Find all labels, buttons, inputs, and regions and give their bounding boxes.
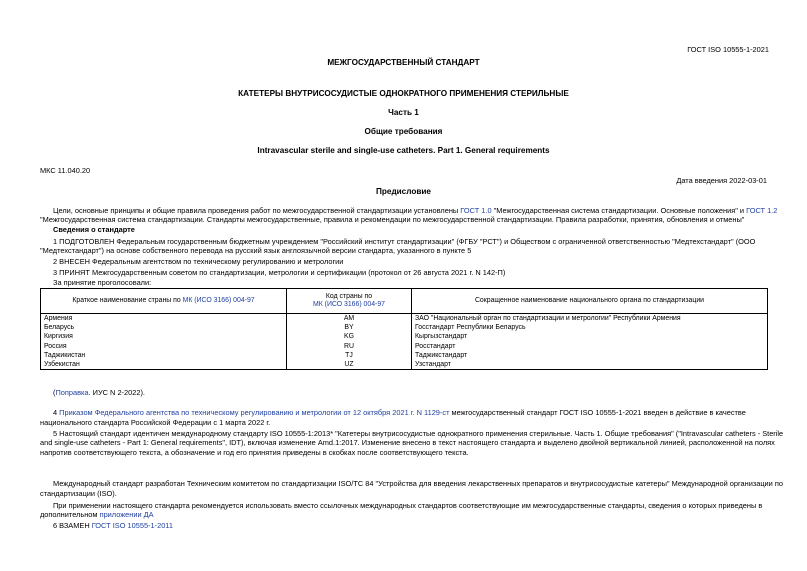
- table-row: Киргизия KG Кыргызстандарт: [41, 332, 768, 341]
- item-4-line1: 4 Приказом Федерального агентства по техническому регулированию и метрологии от 12 октября 2021 г. N 1129-ст межгосударственный стандарт ГОСТ ISO 10555-1-2021 введен в действие в качестве: [53, 408, 746, 417]
- table-row: Беларусь BY Госстандарт Республики Беларусь: [41, 323, 768, 332]
- amendment-note: (Поправка. ИУС N 2-2022).: [53, 388, 145, 397]
- appendix-da-link[interactable]: приложении ДА: [99, 510, 154, 519]
- item-5-line3: напротив соответствующего текста, а обозначение и год его принятия приведены в скобках после соответствующего текста.: [40, 448, 469, 457]
- item-4-line2: национального стандарта Российской Федерации с 1 марта 2022 г.: [40, 418, 271, 427]
- refs-line1: При применении настоящего стандарта рекомендуется использовать вместо ссылочных международных стандартов соответствующие им межгосударственные стандарты, сведения о которых приведены в: [53, 501, 763, 510]
- item-2: 2 ВНЕСЕН Федеральным агентством по техническому регулированию и метрологии: [53, 257, 344, 266]
- tc-line2: стандартизации (ISO).: [40, 489, 117, 498]
- item-6: 6 ВЗАМЕН ГОСТ ISO 10555-1-2011: [53, 521, 173, 530]
- gost-1-2-link[interactable]: ГОСТ 1.2: [746, 206, 778, 215]
- order-link[interactable]: Приказом Федерального агентства по техническому регулированию и метрологии от 12 октября 2021 г. N 1129-ст: [59, 408, 450, 417]
- standard-type: МЕЖГОСУДАРСТВЕННЫЙ СТАНДАРТ: [327, 58, 480, 67]
- info-heading: Сведения о стандарте: [53, 225, 135, 234]
- table-row: Россия RU Росстандарт: [41, 342, 768, 351]
- mks-code: МКС 11.040.20: [40, 166, 91, 175]
- goals-line2: "Межгосударственная система стандартизации. Стандарты межгосударственные, правила и рекомендации по межгосударственной стандартизации. Правила разработки, принятия, обновления и отмены": [40, 215, 745, 224]
- amendment-link[interactable]: Поправка: [55, 388, 89, 397]
- document-part: Часть 1: [388, 108, 419, 117]
- preface-heading: Предисловие: [376, 187, 431, 196]
- voted-label: За принятие проголосовали:: [53, 278, 152, 287]
- item-1-line1: 1 ПОДГОТОВЛЕН Федеральным государственным бюджетным учреждением "Российский институт стандартизации" (ФГБУ "РСТ") и Обществом с ограниченной ответственностью "Медтехстандарт" (ООО: [53, 237, 756, 246]
- table-row: Таджикистан TJ Таджикстандарт: [41, 351, 768, 360]
- table-row: Армения AM ЗАО "Национальный орган по стандартизации и метрологии" Республики Армения: [41, 314, 768, 324]
- goals-paragraph: Цели, основные принципы и общие правила проведения работ по межгосударственной стандартизации установлены ГОСТ 1.0 "Межгосударственная система стандартизации. Основные положения" и ГОСТ 1.2: [53, 206, 778, 215]
- mk-iso-link[interactable]: МК (ИСО 3166) 004-97: [182, 296, 255, 304]
- mk-iso-link[interactable]: МК (ИСО 3166) 004-97: [312, 301, 385, 308]
- gost-1-0-link[interactable]: ГОСТ 1.0: [460, 206, 492, 215]
- intro-date: Дата введения 2022-03-01: [676, 176, 767, 185]
- document-subtitle: Общие требования: [364, 127, 443, 136]
- col-body-header: Сокращенное наименование национального органа по стандартизации: [412, 289, 768, 314]
- item-1-line2: "Медтехстандарт") на основе собственного перевода на русский язык англоязычной версии стандарта, указанного в пункте 5: [40, 246, 472, 255]
- tc-line1: Международный стандарт разработан Техническим комитетом по стандартизации ISO/TC 84 "Устройства для введения лекарственных препаратов и внутрисосудистые катетеры" Международной организации по: [53, 479, 783, 488]
- refs-line2: дополнительном приложении ДА: [40, 510, 154, 519]
- table-header-row: [41, 289, 768, 314]
- col-code-header: Код страны по МК (ИСО 3166) 004-97: [287, 289, 412, 314]
- document-code: ГОСТ ISO 10555-1-2021: [687, 45, 769, 54]
- countries-table: [40, 288, 768, 370]
- item-5-line1: 5 Настоящий стандарт идентичен международному стандарту ISO 10555-1:2013* "Катетеры внутрисосудистые однократного применения стерильные. Часть 1. Общие требования" ("Intravascular catheters - Sterile: [53, 429, 784, 438]
- item-5-line2: and single-use catheters - Part 1: General requirements", IDT), включая изменение Amd.1:2017. Изменение внесено в текст настоящего стандарта и выделено двойной вертикальной линией, расположенной на полях: [40, 438, 775, 447]
- document-title: КАТЕТЕРЫ ВНУТРИСОСУДИСТЫЕ ОДНОКРАТНОГО ПРИМЕНЕНИЯ СТЕРИЛЬНЫЕ: [238, 89, 569, 98]
- col-country-header: Краткое наименование страны по МК (ИСО 3166) 004-97: [41, 289, 287, 314]
- table-row: Узбекистан UZ Узстандарт: [41, 360, 768, 370]
- item-3: 3 ПРИНЯТ Межгосударственным советом по стандартизации, метрологии и сертификации (протокол от 26 августа 2021 г. N 142-П): [53, 268, 506, 277]
- english-title: Intravascular sterile and single-use catheters. Part 1. General requirements: [257, 146, 550, 155]
- gost-2011-link[interactable]: ГОСТ ISO 10555-1-2011: [91, 521, 173, 530]
